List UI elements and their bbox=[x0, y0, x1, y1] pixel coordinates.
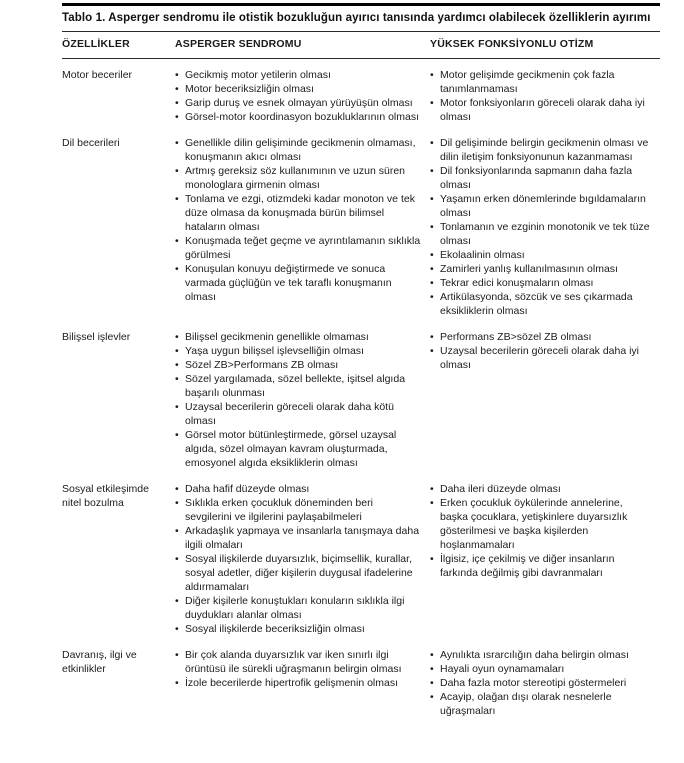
table-header-row bbox=[62, 32, 660, 58]
feature-cell: Bilişsel işlevler bbox=[62, 331, 131, 343]
bullet-text: Bilişsel gecikmenin genellikle olmaması bbox=[185, 331, 369, 343]
bullet-item bbox=[430, 676, 652, 690]
bullet-item bbox=[175, 524, 422, 552]
bullet-item bbox=[175, 68, 422, 82]
bullet-text: Performans ZB>sözel ZB olması bbox=[440, 331, 592, 343]
bullet-dot: • bbox=[430, 249, 434, 261]
bullet-item bbox=[430, 482, 652, 496]
table-row bbox=[62, 648, 660, 718]
bullet-text: Sözel yargılamada, sözel bellekte, işitsel algıda başarılı olunması bbox=[185, 373, 406, 399]
bullet-dot: • bbox=[175, 677, 179, 689]
bullet-text: Görsel-motor koordinasyon bozukluklarının olması bbox=[185, 111, 420, 123]
hfa-cell bbox=[430, 136, 660, 318]
bullet-dot: • bbox=[430, 663, 434, 675]
hfa-cell bbox=[430, 648, 660, 718]
bullet-item bbox=[175, 110, 422, 124]
bullet-text: Görsel motor bütünleştirmede, görsel uzaysal algıda, sözel olmayan kavram oluşturmada, emosyonel algıda eksikliklerin olması bbox=[185, 429, 397, 469]
table-row bbox=[62, 136, 660, 318]
bullet-text: Gecikmiş motor yetilerin olması bbox=[185, 69, 331, 81]
bullet-dot: • bbox=[430, 69, 434, 81]
bullet-item bbox=[175, 136, 422, 164]
column-header-ozellikler: ÖZELLİKLER bbox=[62, 38, 130, 50]
bullet-text: Motor fonksiyonların göreceli olarak daha iyi olması bbox=[440, 97, 645, 123]
bullet-item bbox=[430, 662, 652, 676]
bullet-item bbox=[430, 344, 652, 372]
bullet-item bbox=[175, 622, 422, 636]
bullet-text: Dil gelişiminde belirgin gecikmenin olması ve dilin iletişim fonksiyonunun kazanmaması bbox=[440, 137, 649, 163]
bullet-dot: • bbox=[175, 69, 179, 81]
bullet-item bbox=[430, 552, 652, 580]
bullet-text: Uzaysal becerilerin göreceli olarak daha kötü olması bbox=[185, 401, 394, 427]
bullet-dot: • bbox=[175, 263, 179, 275]
bullet-dot: • bbox=[175, 97, 179, 109]
bullet-text: Zamirleri yanlış kullanılmasının olması bbox=[440, 263, 618, 275]
bullet-dot: • bbox=[175, 525, 179, 537]
table-1 bbox=[62, 3, 660, 730]
asperger-cell bbox=[175, 136, 430, 318]
bullet-item bbox=[430, 276, 652, 290]
bullet-item bbox=[430, 68, 652, 96]
bullet-text: Sosyal ilişkilerde beceriksizliğin olması bbox=[185, 623, 365, 635]
hfa-cell bbox=[430, 482, 660, 636]
table-row bbox=[62, 330, 660, 470]
table-body bbox=[62, 59, 660, 718]
bullet-dot: • bbox=[175, 83, 179, 95]
bullet-text: Yaşamın erken dönemlerinde bıgıldamaların olması bbox=[440, 193, 646, 219]
bullet-text: Genellikle dilin gelişiminde gecikmenin olmaması, konuşmanın akıcı olması bbox=[185, 137, 416, 163]
bullet-text: İzole becerilerde hipertrofik gelişmenin olması bbox=[185, 677, 399, 689]
bullet-item bbox=[175, 400, 422, 428]
table-title: Tablo 1. Asperger sendromu ile otistik bozukluğun ayırıcı tanısında yardımcı olabilecek özelliklerin ayırımı bbox=[62, 12, 651, 24]
bullet-text: Aynılıkta ısrarcılığın daha belirgin olması bbox=[440, 649, 629, 661]
bullet-item bbox=[430, 96, 652, 124]
bullet-text: Ekolaalinin olması bbox=[440, 249, 525, 261]
bullet-text: İlgisiz, içe çekilmiş ve diğer insanların farkında değilmiş gibi davranmaları bbox=[440, 553, 615, 579]
bullet-dot: • bbox=[430, 193, 434, 205]
bullet-item bbox=[430, 496, 652, 552]
bullet-item bbox=[175, 482, 422, 496]
bullet-dot: • bbox=[430, 649, 434, 661]
bullet-dot: • bbox=[175, 401, 179, 413]
bullet-item bbox=[175, 676, 422, 690]
bullet-text: Tonlamanın ve ezginin monotonik ve tek tüze olması bbox=[440, 221, 650, 247]
bullet-dot: • bbox=[430, 497, 434, 509]
bullet-dot: • bbox=[175, 331, 179, 343]
asperger-cell bbox=[175, 648, 430, 718]
bullet-dot: • bbox=[430, 483, 434, 495]
bullet-text: Hayali oyun oynamamaları bbox=[440, 663, 565, 675]
bullet-dot: • bbox=[175, 165, 179, 177]
bullet-dot: • bbox=[175, 137, 179, 149]
bullet-item bbox=[175, 96, 422, 110]
bullet-dot: • bbox=[430, 277, 434, 289]
asperger-cell bbox=[175, 482, 430, 636]
bullet-text: Garip duruş ve esnek olmayan yürüyüşün olması bbox=[185, 97, 413, 109]
bullet-dot: • bbox=[175, 429, 179, 441]
bullet-dot: • bbox=[430, 165, 434, 177]
bullet-text: Bir çok alanda duyarsızlık var iken sınırlı ilgi örüntüsü ile sürekli uğraşmanın belirgin olması bbox=[185, 649, 402, 675]
bullet-dot: • bbox=[430, 263, 434, 275]
bullet-item bbox=[430, 262, 652, 276]
bullet-item bbox=[430, 290, 652, 318]
bullet-item bbox=[175, 234, 422, 262]
table-row bbox=[62, 482, 660, 636]
bullet-dot: • bbox=[430, 221, 434, 233]
feature-cell: Davranış, ilgi ve etkinlikler bbox=[62, 649, 137, 675]
bullet-item bbox=[430, 648, 652, 662]
bullet-text: Konuşmada teğet geçme ve ayrıntılamanın sıklıkla görülmesi bbox=[185, 235, 421, 261]
asperger-cell bbox=[175, 68, 430, 124]
bullet-dot: • bbox=[175, 497, 179, 509]
bullet-dot: • bbox=[430, 345, 434, 357]
bullet-dot: • bbox=[430, 137, 434, 149]
bullet-dot: • bbox=[175, 373, 179, 385]
bullet-text: Konuşulan konuyu değiştirmede ve sonuca varmada güçlüğün ve tek taraflı konuşmanın olması bbox=[185, 263, 392, 303]
bullet-item bbox=[430, 192, 652, 220]
bullet-dot: • bbox=[430, 291, 434, 303]
bullet-dot: • bbox=[430, 97, 434, 109]
bullet-dot: • bbox=[175, 483, 179, 495]
bullet-item bbox=[175, 496, 422, 524]
feature-cell: Sosyal etkileşimde nitel bozulma bbox=[62, 483, 149, 509]
bullet-dot: • bbox=[430, 553, 434, 565]
bullet-text: Sıklıkla erken çocukluk döneminden beri sevgilerini ve ilgilerini paylaşabilmeleri bbox=[185, 497, 373, 523]
bullet-text: Artmış gereksiz söz kullanımının ve uzun süren monologlara girmenin olması bbox=[185, 165, 406, 191]
bullet-item bbox=[175, 552, 422, 594]
hfa-cell bbox=[430, 330, 660, 470]
column-header-hfa: YÜKSEK FONKSİYONLU OTİZM bbox=[430, 38, 594, 50]
bullet-text: Diğer kişilerle konuştukları konuların sıklıkla ilgi duydukları alanlar olması bbox=[185, 595, 405, 621]
bullet-text: Daha fazla motor stereotipi göstermeleri bbox=[440, 677, 627, 689]
bullet-text: Tonlama ve ezgi, otizmdeki kadar monoton ve tek düze olmasa da konuşmada bürün bilimsel hataların olması bbox=[185, 193, 415, 233]
bullet-item bbox=[175, 164, 422, 192]
bullet-dot: • bbox=[430, 331, 434, 343]
bullet-dot: • bbox=[175, 111, 179, 123]
bullet-item bbox=[175, 262, 422, 304]
bullet-item bbox=[175, 192, 422, 234]
bullet-text: Erken çocukluk öykülerinde annelerine, başka çocuklara, yetişkinlere duyarsızlık gösterilmesi ve başka kişilerden hoşlanmamaları bbox=[440, 497, 628, 551]
bullet-item bbox=[430, 248, 652, 262]
bullet-text: Dil fonksiyonlarında sapmanın daha fazla olması bbox=[440, 165, 633, 191]
bullet-item bbox=[175, 428, 422, 470]
bullet-item bbox=[175, 82, 422, 96]
bullet-text: Uzaysal becerilerin göreceli olarak daha iyi olması bbox=[440, 345, 640, 371]
bullet-text: Acayip, olağan dışı olarak nesnelerle uğraşmaları bbox=[440, 691, 612, 717]
bullet-item bbox=[175, 372, 422, 400]
feature-cell: Motor beceriler bbox=[62, 69, 133, 81]
bullet-dot: • bbox=[175, 595, 179, 607]
bullet-text: Yaşa uygun bilişsel işlevselliğin olması bbox=[185, 345, 364, 357]
bullet-text: Artikülasyonda, sözcük ve ses çıkarmada eksikliklerin olması bbox=[440, 291, 633, 317]
table-row bbox=[62, 68, 660, 124]
feature-cell: Dil becerileri bbox=[62, 137, 120, 149]
bullet-dot: • bbox=[175, 553, 179, 565]
bullet-item bbox=[175, 648, 422, 676]
bullet-text: Daha hafif düzeyde olması bbox=[185, 483, 310, 495]
column-header-asperger: ASPERGER SENDROMU bbox=[175, 38, 302, 50]
bullet-item bbox=[175, 330, 422, 344]
bullet-item bbox=[430, 690, 652, 718]
bullet-dot: • bbox=[175, 359, 179, 371]
bullet-item bbox=[430, 136, 652, 164]
bullet-dot: • bbox=[175, 649, 179, 661]
table-top-rule bbox=[62, 3, 660, 6]
bullet-dot: • bbox=[175, 193, 179, 205]
bullet-item bbox=[430, 220, 652, 248]
bullet-dot: • bbox=[175, 623, 179, 635]
bullet-dot: • bbox=[175, 235, 179, 247]
bullet-item bbox=[430, 330, 652, 344]
bullet-text: Sosyal ilişkilerde duyarsızlık, biçimsellik, kurallar, sosyal adetler, diğer kişilerin duygusal ifadelerine aldırmamaları bbox=[185, 553, 413, 593]
hfa-cell bbox=[430, 68, 660, 124]
bullet-dot: • bbox=[430, 677, 434, 689]
bullet-text: Sözel ZB>Performans ZB olması bbox=[185, 359, 339, 371]
bullet-item bbox=[175, 344, 422, 358]
bullet-dot: • bbox=[175, 345, 179, 357]
bullet-item bbox=[175, 358, 422, 372]
bullet-item bbox=[430, 164, 652, 192]
asperger-cell bbox=[175, 330, 430, 470]
bullet-text: Motor gelişimde gecikmenin çok fazla tanımlanmaması bbox=[440, 69, 615, 95]
bullet-text: Motor beceriksizliğin olması bbox=[185, 83, 314, 95]
bullet-text: Tekrar edici konuşmaların olması bbox=[440, 277, 594, 289]
bullet-text: Arkadaşlık yapmaya ve insanlarla tanışmaya daha ilgili olmaları bbox=[185, 525, 420, 551]
bullet-dot: • bbox=[430, 691, 434, 703]
bullet-item bbox=[175, 594, 422, 622]
bullet-text: Daha ileri düzeyde olması bbox=[440, 483, 561, 495]
